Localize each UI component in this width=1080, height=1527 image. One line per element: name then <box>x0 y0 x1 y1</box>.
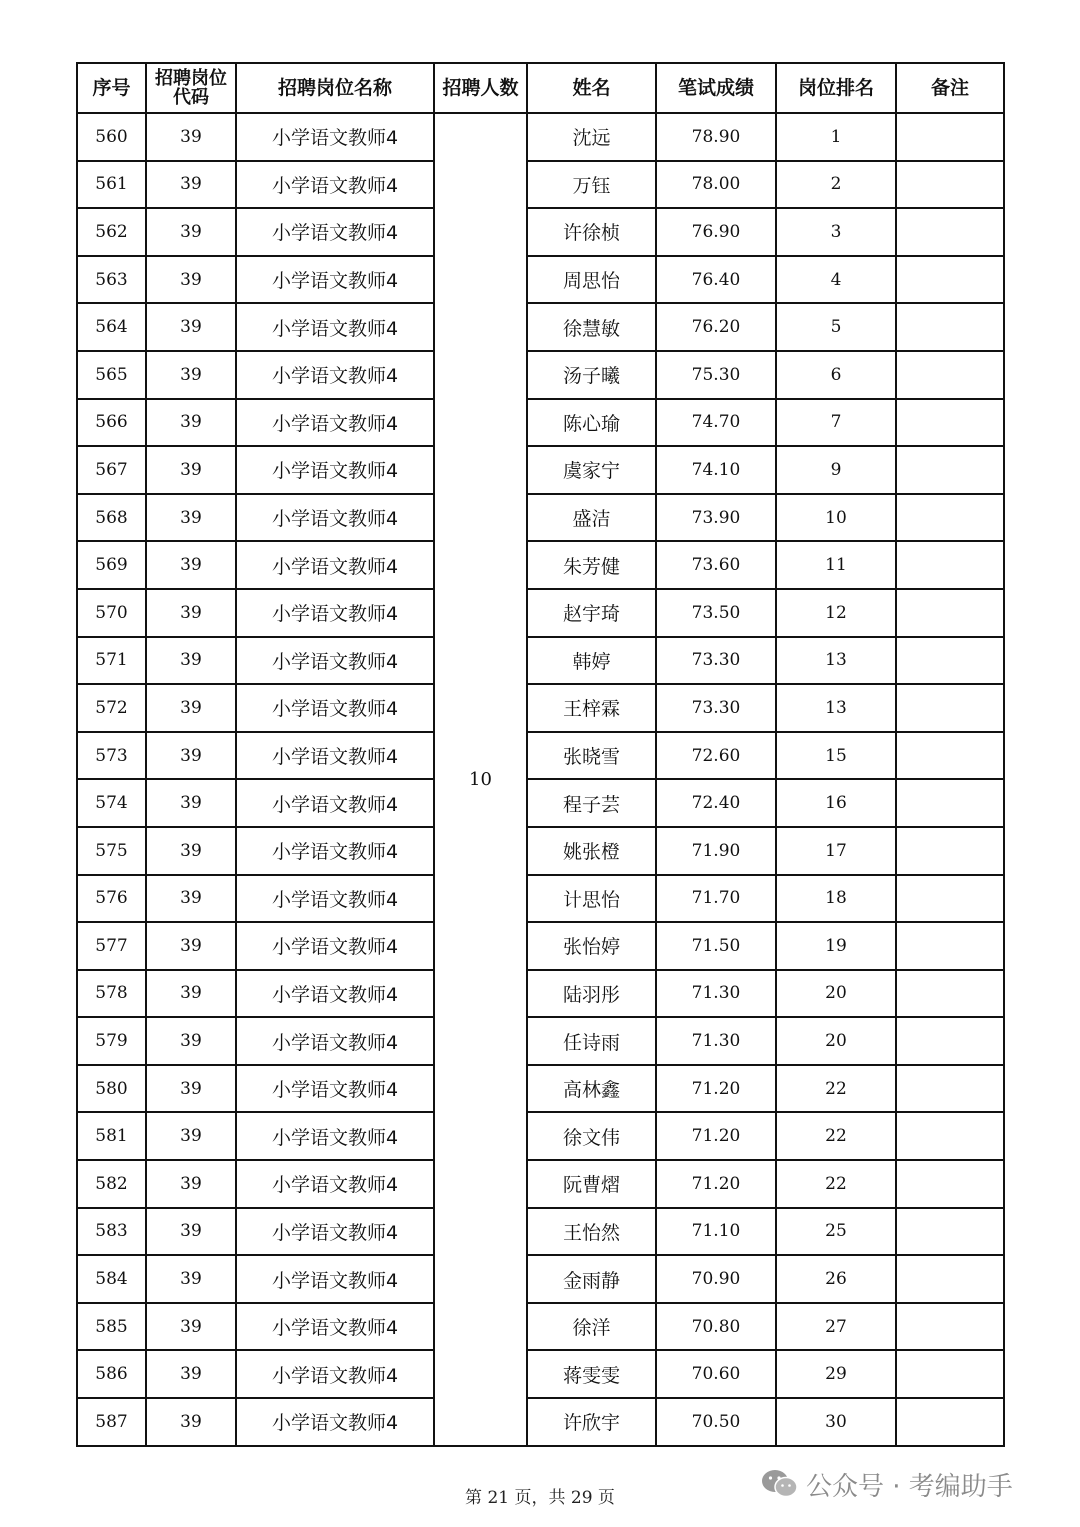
cell-name: 许欣宇 <box>527 1398 656 1446</box>
cell-note <box>896 589 1004 637</box>
cell-name: 高林鑫 <box>527 1065 656 1113</box>
cell-no: 563 <box>77 256 146 304</box>
cell-no: 582 <box>77 1160 146 1208</box>
cell-name: 沈远 <box>527 113 656 161</box>
cell-score: 73.60 <box>656 541 776 589</box>
cell-note <box>896 970 1004 1018</box>
table-row <box>77 351 1004 399</box>
cell-score: 73.30 <box>656 637 776 685</box>
cell-post-name: 小学语文教师4 <box>236 1017 434 1065</box>
cell-post-name: 小学语文教师4 <box>236 494 434 542</box>
cell-name: 徐慧敏 <box>527 303 656 351</box>
cell-post-name: 小学语文教师4 <box>236 1208 434 1256</box>
cell-rank: 9 <box>776 446 896 494</box>
cell-rank: 22 <box>776 1160 896 1208</box>
cell-score: 74.70 <box>656 399 776 447</box>
header-rank: 岗位排名 <box>776 63 896 113</box>
cell-post-code: 39 <box>146 589 236 637</box>
cell-name: 蒋雯雯 <box>527 1350 656 1398</box>
cell-post-code: 39 <box>146 399 236 447</box>
table-row <box>77 637 1004 685</box>
table-row <box>77 1017 1004 1065</box>
table-row <box>77 684 1004 732</box>
cell-name: 徐洋 <box>527 1303 656 1351</box>
table-row <box>77 1255 1004 1303</box>
header-no: 序号 <box>77 63 146 113</box>
wechat-icon <box>760 1468 800 1500</box>
header-row <box>77 63 1004 113</box>
cell-post-name: 小学语文教师4 <box>236 827 434 875</box>
cell-no: 573 <box>77 732 146 780</box>
cell-rank: 27 <box>776 1303 896 1351</box>
cell-name: 姚张橙 <box>527 827 656 875</box>
cell-rank: 5 <box>776 303 896 351</box>
results-table <box>76 62 1005 1447</box>
cell-score: 74.10 <box>656 446 776 494</box>
cell-name: 王梓霖 <box>527 684 656 732</box>
cell-score: 70.50 <box>656 1398 776 1446</box>
cell-no: 566 <box>77 399 146 447</box>
cell-no: 561 <box>77 161 146 209</box>
cell-note <box>896 1160 1004 1208</box>
cell-post-name: 小学语文教师4 <box>236 1160 434 1208</box>
table-row <box>77 303 1004 351</box>
cell-score: 72.40 <box>656 779 776 827</box>
table-row <box>77 256 1004 304</box>
cell-post-code: 39 <box>146 1398 236 1446</box>
cell-note <box>896 922 1004 970</box>
cell-score: 73.90 <box>656 494 776 542</box>
cell-score: 73.50 <box>656 589 776 637</box>
cell-note <box>896 779 1004 827</box>
cell-no: 587 <box>77 1398 146 1446</box>
cell-name: 程子芸 <box>527 779 656 827</box>
cell-name: 阮曹熠 <box>527 1160 656 1208</box>
cell-note <box>896 303 1004 351</box>
cell-note <box>896 875 1004 923</box>
cell-post-name: 小学语文教师4 <box>236 922 434 970</box>
cell-post-code: 39 <box>146 1350 236 1398</box>
table-row <box>77 779 1004 827</box>
cell-post-code: 39 <box>146 875 236 923</box>
cell-note <box>896 208 1004 256</box>
cell-post-code: 39 <box>146 732 236 780</box>
cell-post-name: 小学语文教师4 <box>236 351 434 399</box>
cell-post-code: 39 <box>146 970 236 1018</box>
cell-post-code: 39 <box>146 1017 236 1065</box>
cell-hire-count: 10 <box>434 113 527 1446</box>
cell-rank: 22 <box>776 1065 896 1113</box>
cell-note <box>896 541 1004 589</box>
cell-post-code: 39 <box>146 1303 236 1351</box>
cell-no: 576 <box>77 875 146 923</box>
cell-no: 580 <box>77 1065 146 1113</box>
cell-post-name: 小学语文教师4 <box>236 1112 434 1160</box>
cell-no: 571 <box>77 637 146 685</box>
cell-score: 78.00 <box>656 161 776 209</box>
cell-name: 韩婷 <box>527 637 656 685</box>
cell-post-name: 小学语文教师4 <box>236 1350 434 1398</box>
cell-post-name: 小学语文教师4 <box>236 875 434 923</box>
cell-post-name: 小学语文教师4 <box>236 637 434 685</box>
cell-score: 70.90 <box>656 1255 776 1303</box>
header-note: 备注 <box>896 63 1004 113</box>
cell-score: 72.60 <box>656 732 776 780</box>
cell-no: 584 <box>77 1255 146 1303</box>
cell-name: 周思怡 <box>527 256 656 304</box>
cell-note <box>896 494 1004 542</box>
cell-note <box>896 1255 1004 1303</box>
cell-score: 73.30 <box>656 684 776 732</box>
cell-name: 张晓雪 <box>527 732 656 780</box>
cell-rank: 12 <box>776 589 896 637</box>
cell-rank: 17 <box>776 827 896 875</box>
table-row <box>77 1350 1004 1398</box>
header-name: 姓名 <box>527 63 656 113</box>
cell-note <box>896 1065 1004 1113</box>
watermark-text: 公众号 · 考编助手 <box>806 1471 1013 1502</box>
cell-score: 71.20 <box>656 1160 776 1208</box>
header-hire-count: 招聘人数 <box>434 63 527 113</box>
table-row <box>77 827 1004 875</box>
cell-score: 76.40 <box>656 256 776 304</box>
header-post-name: 招聘岗位名称 <box>236 63 434 113</box>
cell-rank: 22 <box>776 1112 896 1160</box>
cell-post-name: 小学语文教师4 <box>236 970 434 1018</box>
cell-no: 581 <box>77 1112 146 1160</box>
cell-post-code: 39 <box>146 208 236 256</box>
cell-note <box>896 827 1004 875</box>
table-row <box>77 1065 1004 1113</box>
cell-no: 574 <box>77 779 146 827</box>
cell-rank: 16 <box>776 779 896 827</box>
cell-post-name: 小学语文教师4 <box>236 541 434 589</box>
table-row <box>77 541 1004 589</box>
cell-no: 564 <box>77 303 146 351</box>
cell-no: 568 <box>77 494 146 542</box>
cell-post-code: 39 <box>146 1112 236 1160</box>
header-score: 笔试成绩 <box>656 63 776 113</box>
cell-score: 71.50 <box>656 922 776 970</box>
cell-post-name: 小学语文教师4 <box>236 1065 434 1113</box>
cell-post-code: 39 <box>146 1208 236 1256</box>
cell-score: 71.20 <box>656 1065 776 1113</box>
cell-no: 572 <box>77 684 146 732</box>
cell-note <box>896 399 1004 447</box>
cell-rank: 20 <box>776 1017 896 1065</box>
cell-no: 583 <box>77 1208 146 1256</box>
cell-rank: 25 <box>776 1208 896 1256</box>
cell-note <box>896 161 1004 209</box>
cell-score: 71.30 <box>656 1017 776 1065</box>
cell-post-name: 小学语文教师4 <box>236 256 434 304</box>
table-row <box>77 875 1004 923</box>
cell-rank: 30 <box>776 1398 896 1446</box>
cell-rank: 26 <box>776 1255 896 1303</box>
cell-post-name: 小学语文教师4 <box>236 1303 434 1351</box>
table-row <box>77 446 1004 494</box>
cell-no: 579 <box>77 1017 146 1065</box>
cell-note <box>896 1112 1004 1160</box>
cell-name: 许徐桢 <box>527 208 656 256</box>
cell-rank: 3 <box>776 208 896 256</box>
cell-note <box>896 1017 1004 1065</box>
cell-post-code: 39 <box>146 827 236 875</box>
cell-name: 徐文伟 <box>527 1112 656 1160</box>
cell-post-code: 39 <box>146 161 236 209</box>
cell-post-code: 39 <box>146 779 236 827</box>
cell-name: 陈心瑜 <box>527 399 656 447</box>
table-row <box>77 494 1004 542</box>
cell-note <box>896 1208 1004 1256</box>
watermark <box>760 1466 1013 1502</box>
table-row <box>77 208 1004 256</box>
cell-rank: 6 <box>776 351 896 399</box>
cell-post-code: 39 <box>146 113 236 161</box>
cell-score: 78.90 <box>656 113 776 161</box>
cell-post-name: 小学语文教师4 <box>236 303 434 351</box>
cell-rank: 2 <box>776 161 896 209</box>
cell-score: 71.70 <box>656 875 776 923</box>
cell-post-name: 小学语文教师4 <box>236 113 434 161</box>
cell-score: 71.10 <box>656 1208 776 1256</box>
cell-post-code: 39 <box>146 922 236 970</box>
cell-name: 王怡然 <box>527 1208 656 1256</box>
cell-post-name: 小学语文教师4 <box>236 732 434 780</box>
cell-post-code: 39 <box>146 351 236 399</box>
table-row <box>77 1208 1004 1256</box>
cell-note <box>896 256 1004 304</box>
header-post-code: 招聘岗位代码 <box>146 63 236 113</box>
cell-name: 万钰 <box>527 161 656 209</box>
cell-name: 陆羽彤 <box>527 970 656 1018</box>
table-row <box>77 1160 1004 1208</box>
cell-post-code: 39 <box>146 637 236 685</box>
cell-post-name: 小学语文教师4 <box>236 446 434 494</box>
cell-note <box>896 113 1004 161</box>
cell-note <box>896 732 1004 780</box>
cell-score: 75.30 <box>656 351 776 399</box>
cell-name: 盛洁 <box>527 494 656 542</box>
table-row <box>77 161 1004 209</box>
table-row <box>77 399 1004 447</box>
cell-post-name: 小学语文教师4 <box>236 684 434 732</box>
cell-no: 567 <box>77 446 146 494</box>
cell-name: 金雨静 <box>527 1255 656 1303</box>
cell-post-code: 39 <box>146 494 236 542</box>
cell-note <box>896 446 1004 494</box>
cell-post-code: 39 <box>146 256 236 304</box>
cell-post-name: 小学语文教师4 <box>236 399 434 447</box>
cell-name: 任诗雨 <box>527 1017 656 1065</box>
cell-rank: 10 <box>776 494 896 542</box>
cell-score: 71.90 <box>656 827 776 875</box>
cell-rank: 13 <box>776 637 896 685</box>
table-body <box>77 113 1004 1446</box>
cell-no: 565 <box>77 351 146 399</box>
cell-note <box>896 637 1004 685</box>
table-row <box>77 1303 1004 1351</box>
cell-no: 585 <box>77 1303 146 1351</box>
cell-score: 76.20 <box>656 303 776 351</box>
cell-rank: 29 <box>776 1350 896 1398</box>
cell-post-code: 39 <box>146 303 236 351</box>
cell-post-code: 39 <box>146 1255 236 1303</box>
cell-no: 570 <box>77 589 146 637</box>
cell-name: 朱芳健 <box>527 541 656 589</box>
cell-post-name: 小学语文教师4 <box>236 161 434 209</box>
table-row <box>77 970 1004 1018</box>
cell-no: 569 <box>77 541 146 589</box>
cell-rank: 15 <box>776 732 896 780</box>
table-row <box>77 1112 1004 1160</box>
cell-score: 76.90 <box>656 208 776 256</box>
cell-name: 汤子曦 <box>527 351 656 399</box>
cell-note <box>896 1398 1004 1446</box>
cell-post-code: 39 <box>146 1065 236 1113</box>
cell-score: 70.60 <box>656 1350 776 1398</box>
page-number: 第 21 页，共 29 页 <box>465 1488 615 1508</box>
cell-post-name: 小学语文教师4 <box>236 1398 434 1446</box>
table-row <box>77 922 1004 970</box>
cell-rank: 11 <box>776 541 896 589</box>
cell-rank: 1 <box>776 113 896 161</box>
cell-post-name: 小学语文教师4 <box>236 208 434 256</box>
table-row <box>77 1398 1004 1446</box>
cell-name: 赵宇琦 <box>527 589 656 637</box>
cell-no: 562 <box>77 208 146 256</box>
cell-score: 70.80 <box>656 1303 776 1351</box>
cell-no: 577 <box>77 922 146 970</box>
cell-note <box>896 1350 1004 1398</box>
cell-post-name: 小学语文教师4 <box>236 779 434 827</box>
cell-post-code: 39 <box>146 684 236 732</box>
cell-no: 586 <box>77 1350 146 1398</box>
cell-note <box>896 684 1004 732</box>
table-row <box>77 732 1004 780</box>
cell-rank: 19 <box>776 922 896 970</box>
cell-post-code: 39 <box>146 541 236 589</box>
cell-post-name: 小学语文教师4 <box>236 1255 434 1303</box>
cell-post-code: 39 <box>146 446 236 494</box>
cell-post-name: 小学语文教师4 <box>236 589 434 637</box>
cell-note <box>896 1303 1004 1351</box>
cell-rank: 4 <box>776 256 896 304</box>
cell-no: 578 <box>77 970 146 1018</box>
cell-rank: 18 <box>776 875 896 923</box>
cell-name: 计思怡 <box>527 875 656 923</box>
cell-no: 575 <box>77 827 146 875</box>
table-row <box>77 113 1004 161</box>
cell-rank: 20 <box>776 970 896 1018</box>
cell-note <box>896 351 1004 399</box>
cell-score: 71.30 <box>656 970 776 1018</box>
cell-score: 71.20 <box>656 1112 776 1160</box>
cell-no: 560 <box>77 113 146 161</box>
cell-rank: 13 <box>776 684 896 732</box>
cell-name: 张怡婷 <box>527 922 656 970</box>
cell-name: 虞家宁 <box>527 446 656 494</box>
cell-post-code: 39 <box>146 1160 236 1208</box>
table-row <box>77 589 1004 637</box>
cell-rank: 7 <box>776 399 896 447</box>
